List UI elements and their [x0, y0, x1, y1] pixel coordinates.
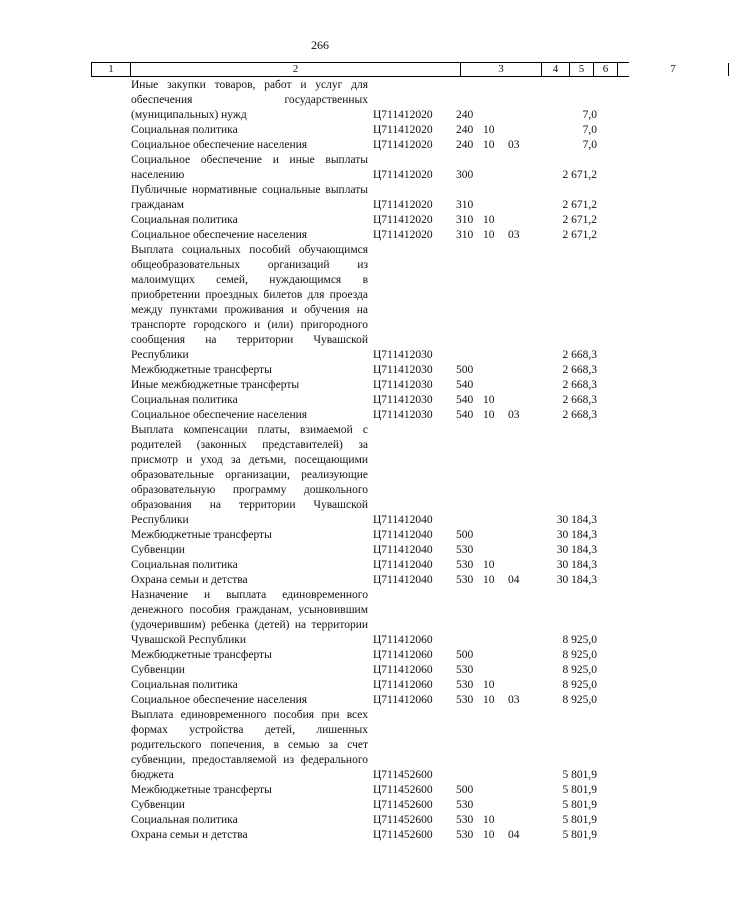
header-col-6: 6	[594, 63, 618, 76]
row-col-6: 03	[508, 409, 520, 421]
row-code: Ц711412040	[373, 574, 433, 586]
row-code: Ц711452600	[373, 769, 433, 781]
row-col-4: 500	[456, 364, 474, 376]
table-row	[0, 813, 640, 828]
row-col-5: 10	[483, 139, 495, 151]
row-code: Ц711412060	[373, 679, 433, 691]
row-col-4: 530	[456, 799, 474, 811]
row-col-4: 530	[456, 814, 474, 826]
row-code: Ц711412040	[373, 544, 433, 556]
table-row	[0, 648, 640, 663]
row-code: Ц711412020	[373, 229, 433, 241]
row-col-5: 10	[483, 124, 495, 136]
table-row	[0, 153, 640, 183]
row-name: Назначение и выплата единовременного денежного пособия гражданам, усыновившим (удочерившим) ребенка (детей) на территории Чувашской Республики	[131, 589, 368, 646]
table-row	[0, 558, 640, 573]
row-col-5: 10	[483, 574, 495, 586]
row-name: Социальная политика	[131, 559, 238, 571]
row-amount: 5 801,9	[562, 784, 597, 796]
header-col-7: 7	[618, 63, 729, 76]
row-name: Субвенции	[131, 544, 185, 556]
row-name: Охрана семьи и детства	[131, 574, 248, 586]
row-col-4: 540	[456, 394, 474, 406]
row-code: Ц711412030	[373, 349, 433, 361]
row-code: Ц711452600	[373, 829, 433, 841]
row-code: Ц711412020	[373, 214, 433, 226]
table-row	[0, 78, 640, 123]
row-name: Социальная политика	[131, 124, 238, 136]
row-col-4: 240	[456, 124, 474, 136]
table-row	[0, 123, 640, 138]
row-col-4: 310	[456, 229, 474, 241]
table-header	[91, 62, 676, 77]
row-col-6: 03	[508, 229, 520, 241]
row-col-4: 500	[456, 649, 474, 661]
row-code: Ц711412040	[373, 559, 433, 571]
row-col-4: 540	[456, 409, 474, 421]
table-row	[0, 783, 640, 798]
row-amount: 8 925,0	[562, 694, 597, 706]
row-code: Ц711412040	[373, 529, 433, 541]
row-code: Ц711412060	[373, 694, 433, 706]
row-col-5: 10	[483, 229, 495, 241]
row-code: Ц711412030	[373, 394, 433, 406]
row-col-4: 530	[456, 829, 474, 841]
row-col-4: 240	[456, 139, 474, 151]
table-row	[0, 243, 640, 363]
row-col-4: 240	[456, 109, 474, 121]
row-code: Ц711412020	[373, 139, 433, 151]
table-row	[0, 138, 640, 153]
page-number: 266	[311, 38, 329, 52]
row-code: Ц711412020	[373, 199, 433, 211]
row-name: Выплата социальных пособий обучающимся общеобразовательных организаций из малоимущих семей, нуждающимся в приобретении проездных билетов для проезда между пунктами проживания и обучения на транспорте городского и (или) пригородного сообщения на территории Чувашской Республики	[131, 244, 368, 361]
row-col-4: 530	[456, 574, 474, 586]
row-name: Социальная политика	[131, 814, 238, 826]
row-code: Ц711412020	[373, 124, 433, 136]
row-code: Ц711412060	[373, 649, 433, 661]
row-name: Социальная политика	[131, 394, 238, 406]
row-code: Ц711452600	[373, 784, 433, 796]
row-amount: 2 671,2	[562, 199, 597, 211]
row-col-6: 03	[508, 139, 520, 151]
row-name: Социальное обеспечение и иные выплаты населению	[131, 154, 368, 181]
table-row	[0, 573, 640, 588]
header-col-2: 2	[131, 63, 461, 76]
header-col-4: 4	[542, 63, 570, 76]
table-row	[0, 588, 640, 648]
row-name: Межбюджетные трансферты	[131, 649, 272, 661]
row-amount: 2 668,3	[562, 409, 597, 421]
row-col-4: 530	[456, 544, 474, 556]
row-col-4: 500	[456, 784, 474, 796]
row-amount: 5 801,9	[562, 799, 597, 811]
row-name: Социальное обеспечение населения	[131, 409, 308, 421]
table-row	[0, 693, 640, 708]
row-col-5: 10	[483, 679, 495, 691]
row-name: Охрана семьи и детства	[131, 829, 248, 841]
table-row	[0, 378, 640, 393]
row-col-6: 03	[508, 694, 520, 706]
row-col-4: 530	[456, 694, 474, 706]
row-name: Социальное обеспечение населения	[131, 139, 308, 151]
table-row	[0, 423, 640, 528]
row-amount: 8 925,0	[562, 679, 597, 691]
row-code: Ц711452600	[373, 799, 433, 811]
row-col-5: 10	[483, 694, 495, 706]
table-row	[0, 228, 640, 243]
table-row	[0, 408, 640, 423]
row-amount: 2 668,3	[562, 394, 597, 406]
row-code: Ц711452600	[373, 814, 433, 826]
row-col-4: 500	[456, 529, 474, 541]
table-row	[0, 543, 640, 558]
row-name: Социальная политика	[131, 679, 238, 691]
row-col-4: 530	[456, 679, 474, 691]
row-col-4: 530	[456, 559, 474, 571]
row-col-5: 10	[483, 394, 495, 406]
table-row	[0, 363, 640, 378]
row-code: Ц711412060	[373, 664, 433, 676]
table-row	[0, 393, 640, 408]
table-row	[0, 828, 640, 843]
header-col-5: 5	[570, 63, 594, 76]
row-amount: 30 184,3	[556, 514, 597, 526]
row-amount: 8 925,0	[562, 634, 597, 646]
header-col-3: 3	[461, 63, 542, 76]
row-code: Ц711412030	[373, 379, 433, 391]
row-name: Социальное обеспечение населения	[131, 229, 308, 241]
row-amount: 2 671,2	[562, 169, 597, 181]
row-col-6: 04	[508, 829, 520, 841]
row-code: Ц711412060	[373, 634, 433, 646]
row-amount: 7,0	[582, 139, 597, 151]
row-name: Субвенции	[131, 799, 185, 811]
row-col-4: 300	[456, 169, 474, 181]
table-row	[0, 798, 640, 813]
table-row	[0, 213, 640, 228]
row-amount: 8 925,0	[562, 649, 597, 661]
table-row	[0, 528, 640, 543]
row-amount: 2 671,2	[562, 214, 597, 226]
row-amount: 30 184,3	[556, 544, 597, 556]
row-name: Выплата единовременного пособия при всех формах устройства детей, лишенных родительского попечения, в семью за счет субвенции, предоставляемой из федерального бюджета	[131, 709, 368, 781]
row-name: Выплата компенсации платы, взимаемой с родителей (законных представителей) за присмотр и уход за детьми, посещающими образовательные организации, реализующие образовательную программу дошкольного образования на территории Чувашской Республики	[131, 424, 368, 526]
row-code: Ц711412040	[373, 514, 433, 526]
table-body	[0, 78, 640, 843]
row-col-5: 10	[483, 409, 495, 421]
row-name: Межбюджетные трансферты	[131, 784, 272, 796]
row-amount: 2 668,3	[562, 349, 597, 361]
row-name: Субвенции	[131, 664, 185, 676]
row-amount: 5 801,9	[562, 769, 597, 781]
row-code: Ц711412020	[373, 169, 433, 181]
table-row	[0, 663, 640, 678]
row-amount: 2 671,2	[562, 229, 597, 241]
row-code: Ц711412020	[373, 109, 433, 121]
row-amount: 30 184,3	[556, 559, 597, 571]
table-row	[0, 708, 640, 783]
table-row	[0, 678, 640, 693]
row-name: Межбюджетные трансферты	[131, 529, 272, 541]
row-name: Иные межбюджетные трансферты	[131, 379, 300, 391]
row-name: Публичные нормативные социальные выплаты гражданам	[131, 184, 368, 211]
row-name: Межбюджетные трансферты	[131, 364, 272, 376]
row-code: Ц711412030	[373, 364, 433, 376]
row-amount: 30 184,3	[556, 529, 597, 541]
row-amount: 5 801,9	[562, 829, 597, 841]
row-col-4: 540	[456, 379, 474, 391]
row-amount: 7,0	[582, 109, 597, 121]
row-code: Ц711412030	[373, 409, 433, 421]
row-name: Иные закупки товаров, работ и услуг для обеспечения государственных (муниципальных) нужд	[131, 79, 368, 121]
table-row	[0, 183, 640, 213]
row-amount: 2 668,3	[562, 364, 597, 376]
row-col-4: 310	[456, 214, 474, 226]
row-col-5: 10	[483, 814, 495, 826]
row-col-4: 310	[456, 199, 474, 211]
row-amount: 5 801,9	[562, 814, 597, 826]
row-amount: 8 925,0	[562, 664, 597, 676]
row-name: Социальная политика	[131, 214, 238, 226]
row-col-5: 10	[483, 829, 495, 841]
row-col-4: 530	[456, 664, 474, 676]
row-col-5: 10	[483, 214, 495, 226]
row-col-6: 04	[508, 574, 520, 586]
row-name: Социальное обеспечение населения	[131, 694, 308, 706]
row-col-5: 10	[483, 559, 495, 571]
row-amount: 2 668,3	[562, 379, 597, 391]
header-col-1: 1	[91, 63, 131, 76]
row-amount: 7,0	[582, 124, 597, 136]
row-amount: 30 184,3	[556, 574, 597, 586]
